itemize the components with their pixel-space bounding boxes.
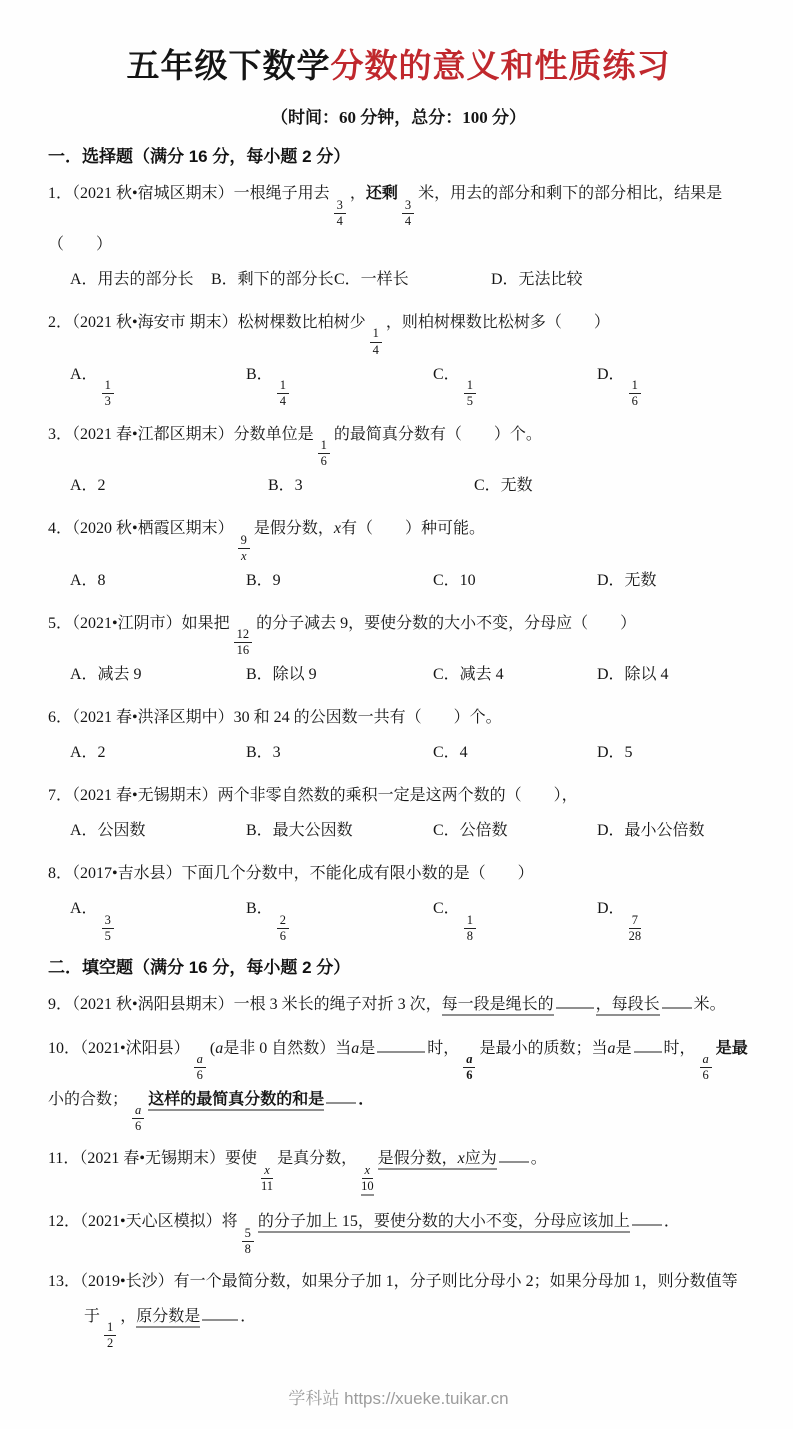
text-run: 时， [427,1039,460,1057]
option-item [246,814,433,848]
question [48,701,749,770]
text-run: 是最 [715,1039,748,1057]
fraction: $\frac{a}{6}$ [132,1104,144,1133]
text-run: 时， [663,1039,696,1057]
option-item [433,736,597,770]
fraction: $\frac{1}{6}$ [629,379,641,408]
fraction: $\frac{a}{6}$ [194,1053,206,1082]
text-run: ( [209,1039,216,1057]
text-run: C．一样长 [334,271,409,289]
text-run: ． [663,1213,680,1231]
text-run: x [333,520,341,538]
text-run: A．8 [70,571,106,589]
fraction: $\frac{x}{11}$ [261,1163,274,1194]
text-run: 3．（2021 春•江都区期末）分数单位是 [48,425,314,443]
fraction: $\frac{7}{28}$ [628,913,642,944]
question-line [48,1265,749,1299]
text-run: A． [70,365,98,383]
text-run: 的分子减去 9，要使分数的大小不变，分母应（ ） [256,614,637,632]
text-run: 2．（2021 秋•海安市 期末）松树棵数比柏树少 [48,313,366,331]
text-run: 是最小的质数；当 [479,1039,608,1057]
option-item [433,564,597,598]
text-run: 是假分数， [253,520,334,538]
fraction: $\frac{a}{6}$ [700,1053,712,1082]
option-item [246,892,433,943]
text-run: 米。 [693,996,726,1014]
text-run: ，每段长 [596,996,660,1016]
option-item [70,469,268,503]
question-list-choice [48,177,749,943]
text-run: 原分数是 [136,1308,200,1328]
text-run: 的分子加上 15，要使分数的大小不变，分母应该加上 [258,1213,630,1233]
option-item [491,263,749,297]
text-run: ，则柏树棵数比松树多（ ） [385,313,610,331]
option-item [246,658,433,692]
answer-blank [377,1035,425,1052]
option-item [246,564,433,598]
text-run: D．除以 4 [597,666,669,684]
text-run: ， [349,185,366,202]
option-item [597,892,749,943]
text-run: B．3 [246,744,281,762]
options-row [48,263,749,297]
text-run: D．无法比较 [491,271,583,289]
text-run: A．公因数 [70,822,146,840]
question-line [48,1205,749,1256]
fraction: $\frac{5}{8}$ [242,1227,254,1256]
text-run: D． [597,365,625,383]
text-run: 。 [530,1150,547,1168]
text-run: B．3 [268,477,303,495]
text-run: 米，用去的部分和剩下的部分相比，结果是（ ） [48,185,723,253]
question [48,857,749,943]
question [48,779,749,848]
option-item [597,814,749,848]
question-line [48,857,749,891]
text-run: D．5 [597,744,633,762]
section-1-heading: 一．选择题（满分 16 分，每小题 2 分） [48,147,351,166]
text-run: 1．（2021 秋•宿城区期末）一根绳子用去 [48,185,330,202]
option-item [246,736,433,770]
option-item [597,736,749,770]
question-line [48,177,749,262]
fraction: $\frac{1}{6}$ [318,439,330,468]
question [48,512,749,597]
question [48,1032,749,1134]
option-item [597,564,749,598]
option-item [597,658,749,692]
options-row [48,814,749,848]
question-line [48,418,749,469]
text-run: 8．（2017•吉水县）下面几个分数中，不能化成有限小数的是（ ） [48,864,534,882]
text-run: 是真分数， [277,1150,358,1168]
options-row [48,892,749,943]
text-run: 的最简真分数有（ ）个。 [333,425,542,443]
text-run: 应为 [465,1150,497,1170]
text-run: 这样的最简真分数的和是 [148,1091,324,1111]
fraction: $\frac{a}{6}$ [463,1053,475,1082]
fraction: $\frac{3}{4}$ [402,199,414,228]
question [48,177,749,297]
question [48,607,749,692]
fraction: $\frac{1}{4}$ [277,379,289,408]
text-run: B． [246,900,273,918]
answer-blank [632,1209,662,1226]
text-run: B． [246,365,273,383]
text-run: B．9 [246,571,281,589]
text-run: D． [597,900,625,918]
footer-watermark: 学科站 https://xueke.tuikar.cn [288,1389,509,1409]
option-item [268,469,474,503]
answer-blank [662,992,692,1009]
text-run: 是 [359,1039,376,1057]
text-run: 还剩 [365,185,398,202]
fraction: $\frac{12}{16}$ [234,628,253,657]
fraction: $\frac{1}{4}$ [370,327,382,356]
option-item [433,358,597,409]
option-item [334,263,491,297]
options-row [48,358,749,409]
question-line [48,512,749,563]
text-run: a [607,1039,616,1057]
text-run: A．2 [70,744,106,762]
question-line [48,779,749,813]
option-item [70,736,246,770]
option-item [433,892,597,943]
section-2-heading: 二．填空题（满分 16 分，每小题 2 分） [48,958,351,978]
fraction: $\frac{3}{4}$ [334,199,346,228]
answer-blank [634,1035,662,1052]
text-run: B．剩下的部分长 [211,271,334,289]
option-item [70,892,246,943]
question-line [48,701,749,735]
text-run: A．减去 9 [70,666,142,684]
text-run: 9．（2021 秋•涡阳县期末）一根 3 米长的绳子对折 3 次， [48,996,442,1014]
fraction: $\frac{1}{2}$ [104,1321,116,1350]
question [48,1142,749,1196]
options-row [48,736,749,770]
text-run: C．10 [433,571,476,589]
question [48,306,749,409]
text-run: x [458,1150,465,1170]
option-item [70,358,246,409]
text-run: D．无数 [597,571,657,589]
page-title [48,40,749,87]
question-line [48,1142,749,1196]
text-run: a [215,1039,224,1057]
text-run: C．减去 4 [433,666,504,684]
title-grade-part: 五年级下数学 [126,47,331,84]
text-run: 13．（2019•长沙）有一个最简分数，如果分子加 1，分子则比分母小 2；如果分母加 1，则分数值等 [48,1273,738,1291]
text-run: A．用去的部分长 [70,271,194,289]
question-list-fill [48,988,749,1350]
text-run: C． [433,900,460,918]
options-row [48,658,749,692]
option-item [433,814,597,848]
answer-blank [556,992,594,1009]
text-run: 5．（2021•江阴市）如果把 [48,614,230,632]
fraction: $\frac{1}{3}$ [102,379,114,408]
text-run: 于 [84,1307,101,1325]
text-run: 11．（2021 春•无锡期末）要使 [48,1150,258,1168]
answer-blank [326,1086,356,1103]
text-run: C．无数 [474,477,533,495]
question [48,1205,749,1256]
text-run: D．最小公倍数 [597,822,705,840]
options-row [48,469,749,503]
answer-blank [202,1303,238,1320]
text-run: A． [70,900,98,918]
option-item [597,358,749,409]
text-run: 12．（2021•天心区模拟）将 [48,1213,238,1231]
question [48,418,749,503]
option-item [70,564,246,598]
option-item [474,469,749,503]
question [48,1265,749,1350]
text-run: 是非 0 自然数）当 [223,1039,352,1057]
fraction: $\frac{3}{5}$ [102,914,114,943]
text-run: 有（ ）种可能。 [340,520,485,538]
text-run: a [351,1039,360,1057]
fraction: $\frac{9}{x}$ [238,534,250,563]
option-item [70,263,211,297]
text-run: ， [120,1307,137,1325]
fraction: $\frac{1}{5}$ [464,379,476,408]
option-item [246,358,433,409]
text-run: 6．（2021 春•洪泽区期中）30 和 24 的公因数一共有（ ）个。 [48,709,502,727]
exam-info: （时间：60 分钟，总分：100 分） [271,108,526,127]
text-run: A．2 [70,477,106,495]
question-line [48,607,749,658]
option-item [70,658,246,692]
text-run: ． [240,1307,257,1325]
text-run: ． [358,1090,375,1108]
question-line [48,988,749,1022]
option-item [211,263,334,297]
question-line [48,1300,749,1351]
answer-blank [499,1146,529,1163]
options-row [48,564,749,598]
text-run: B．最大公因数 [246,822,353,840]
text-run: C．公倍数 [433,822,508,840]
text-run: 7．（2021 春•无锡期末）两个非零自然数的乘积一定是这两个数的（ ）， [48,787,578,804]
text-run: B．除以 9 [246,666,317,684]
question-line [48,1032,749,1083]
text-run: 小的合数； [48,1090,129,1108]
text-run: C． [433,365,460,383]
text-run: C．4 [433,744,468,762]
title-topic-part: 分数的意义和性质练习 [330,47,671,84]
text-run: 是假分数， [378,1150,458,1170]
text-run: 10．（2021•沭阳县） [48,1039,190,1057]
fraction: $\frac{1}{8}$ [464,914,476,943]
text-run: 是 [615,1039,632,1057]
option-item [70,814,246,848]
question-line [48,306,749,357]
text-run: 每一段是绳长的 [442,996,554,1016]
text-run: 4．（2020 秋•栖霞区期末） [48,520,234,538]
question-line [48,1083,749,1134]
fraction: $\frac{x}{10}$ [361,1164,374,1196]
option-item [433,658,597,692]
fraction: $\frac{2}{6}$ [277,914,289,943]
question [48,988,749,1022]
